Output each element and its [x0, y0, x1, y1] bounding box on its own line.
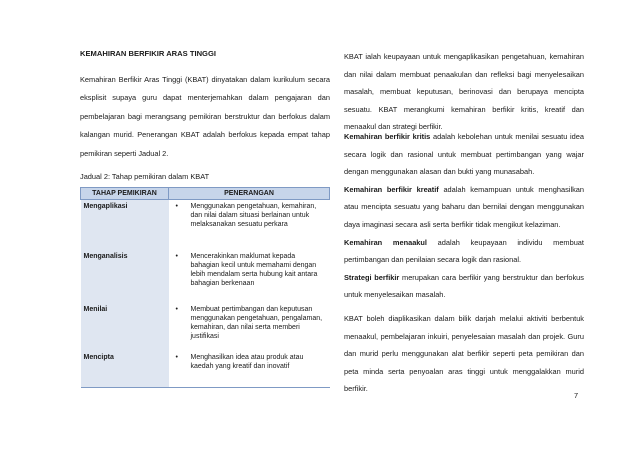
- description-text: Menghasilkan idea atau produk atau kaedah yang kreatif dan inovatif: [190, 354, 304, 370]
- description-cell: [169, 250, 330, 303]
- level-cell: Mengaplikasi: [81, 200, 169, 251]
- term-menaakul: Kemahiran menaakul: [344, 237, 427, 247]
- bullet-icon: •: [175, 354, 178, 361]
- description-text: Membuat pertimbangan dan keputusan menggunakan pengetahuan, pengalaman, kemahiran, dan nilai serta memberi justifikasi: [190, 306, 323, 340]
- skills-paragraph: [344, 128, 584, 304]
- description-cell: [169, 200, 330, 251]
- level-cell: Menganalisis: [81, 250, 169, 303]
- table-row: [81, 200, 330, 251]
- description-cell: [169, 303, 330, 351]
- term-kritis: Kemahiran berfikir kritis: [344, 132, 431, 141]
- bullet-icon: •: [175, 253, 178, 260]
- intro-paragraph: Kemahiran Berfikir Aras Tinggi (KBAT) dinyatakan dalam kurikulum secara eksplisit supaya guru dapat menterjemahkan dalam pengajaran dan pembelajaran bagi merangsang pemikiran berstruktur dan berfokus dalam kalangan murid. Penerangan KBAT adalah berfokus kepada empat tahap pemikiran seperti Jadual 2.: [80, 75, 330, 158]
- level-cell: Menilai: [81, 303, 169, 351]
- table-header-row: [81, 188, 330, 200]
- term-kreatif: Kemahiran berfikir kreatif: [344, 184, 439, 194]
- kreatif-text: adalah kemampuan untuk menghasilkan atau mencipta sesuatu yang baharu dan bernilai dengan menggunakan daya imaginasi secara asli serta berfikir tidak mengikut kelaziman.: [344, 184, 584, 229]
- description-cell: [169, 351, 330, 388]
- section-title: KEMAHIRAN BERFIKIR ARAS TINGGI: [80, 49, 216, 58]
- level-cell: Mencipta: [81, 351, 169, 388]
- table-row: [81, 303, 330, 351]
- kbat-definition-paragraph: KBAT ialah keupayaan untuk mengaplikasikan pengetahuan, kemahiran dan nilai dalam membuat penaakulan dan refleksi bagi menyelesaikan masalah, membuat keputusan, berinovasi dan berupaya mencipta sesuatu. KBAT merangkumi kemahiran berfikir kritis, kreatif dan menaakul dan strategi berfikir.: [344, 52, 584, 132]
- description-text: Menggunakan pengetahuan, kemahiran, dan nilai dalam situasi berlainan untuk melaksanakan sesuatu perkara: [190, 203, 317, 228]
- kritis-text: adalah kebolehan untuk menilai sesuatu idea secara logik dan rasional untuk membuat pertimbangan yang wajar dengan menggunakan alasan dan bukti yang munasabah.: [344, 132, 584, 177]
- table-row: [81, 250, 330, 303]
- description-text: Mencerakinkan maklumat kepada bahagian kecil untuk memahami dengan lebih mendalam serta hubung kait antara bahagian berkenaan: [190, 253, 318, 287]
- strategi-text: merupakan cara berfikir yang berstruktur dan berfokus untuk menyelesaikan masalah.: [344, 272, 584, 300]
- thinking-levels-table: [80, 187, 330, 388]
- menaakul-text: adalah keupayaan individu membuat pertimbangan dan penilaian secara logik dan rasional.: [344, 237, 584, 265]
- table-row: [81, 351, 330, 388]
- header-description: PENERANGAN: [169, 188, 330, 200]
- term-strategi: Strategi berfikir: [344, 272, 400, 282]
- application-paragraph: KBAT boleh diaplikasikan dalam bilik darjah melalui aktiviti berbentuk menaakul, pembelajaran inkuiri, penyelesaian masalah dan projek. Guru dan murid perlu menggunakan alat berfikir seperti peta pemikiran dan peta minda serta penyoalan aras tinggi untuk menggalakkan murid berfikir.: [344, 314, 584, 394]
- table-caption: Jadual 2: Tahap pemikiran dalam KBAT: [80, 172, 210, 181]
- bullet-icon: •: [175, 306, 178, 313]
- bullet-icon: •: [175, 203, 178, 210]
- header-level: TAHAP PEMIKIRAN: [81, 188, 169, 200]
- page-number: 7: [574, 391, 579, 400]
